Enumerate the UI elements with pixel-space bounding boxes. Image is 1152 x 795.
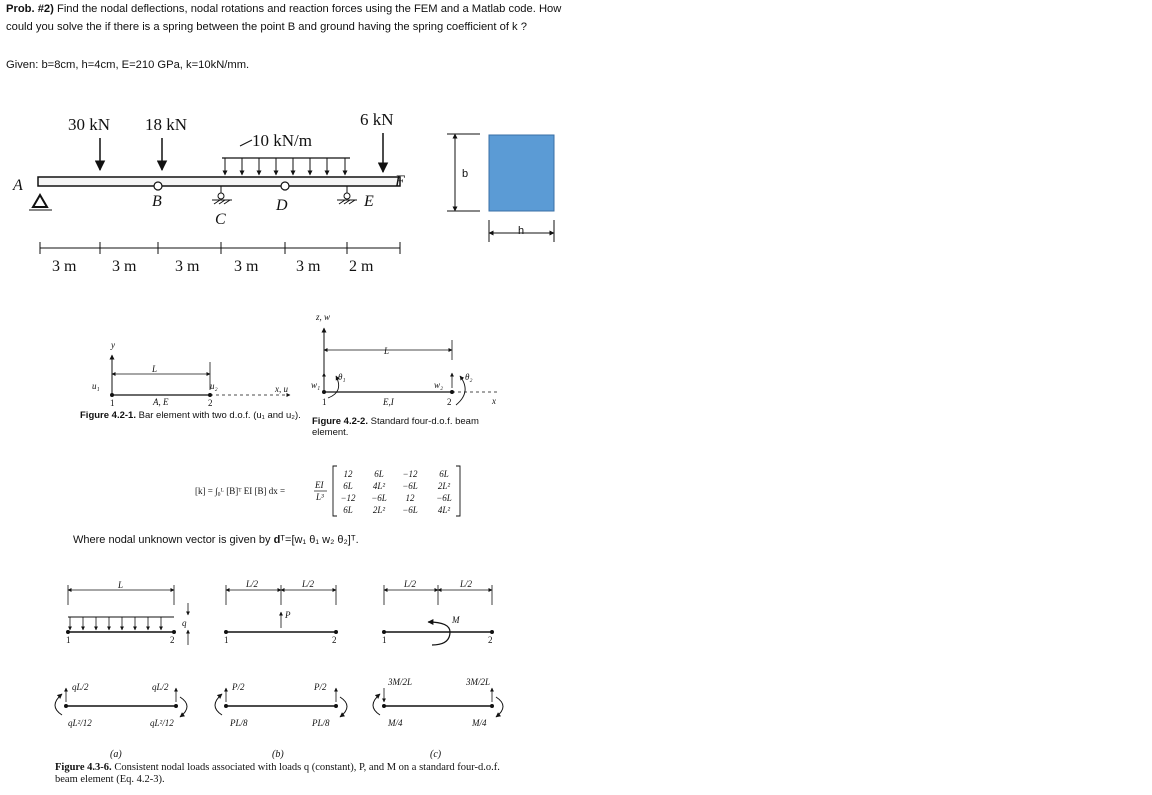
nodal-vector-text: [73, 534, 359, 546]
fig422-caption-label: Figure 4.2-2.: [312, 416, 368, 427]
fig422-caption-text: Standard four-d.o.f. beam element.: [312, 416, 479, 438]
load-18kn: 18 kN: [145, 115, 188, 134]
nodal-d: d: [273, 534, 281, 546]
axis-y: y: [111, 340, 115, 350]
k-11: 4L²: [372, 481, 386, 491]
bar-element-figure: [92, 340, 290, 408]
axis-xu: x, u: [275, 384, 288, 394]
axis-zw: z, w: [316, 312, 331, 322]
a-force-left: qL/2: [72, 682, 89, 692]
k-03: 6L: [439, 469, 449, 479]
sub-a-label: (a): [110, 749, 122, 760]
k-31: 2L²: [372, 505, 386, 515]
k-12: −6L: [402, 481, 418, 491]
b-half-1: L/2: [246, 579, 259, 589]
stiffness-factor-den: L³: [316, 492, 324, 502]
k-32: −6L: [402, 505, 418, 515]
a-node-1: 1: [66, 635, 71, 645]
fig436-caption: [55, 762, 515, 786]
c-force-left: 3M/2L: [388, 677, 413, 687]
b-force-left: P/2: [232, 682, 245, 692]
span-3: 3 m: [175, 258, 200, 275]
c-m: M: [452, 615, 460, 625]
k-13: 2L²: [437, 481, 451, 491]
k-20: −12: [340, 493, 356, 503]
problem-text: Find the nodal deflections, nodal rotations and reaction forces using the FEM and a Matlab code. How could you solve the if there is a spring between the point B and ground having the spring coefficient of k ?: [6, 3, 562, 33]
a-q: q: [182, 618, 187, 628]
k-02: −12: [402, 469, 418, 479]
a-length: L: [118, 580, 124, 590]
fig421-caption: [80, 410, 305, 421]
point-f: F: [395, 173, 405, 190]
label-u1: u₁: [92, 381, 100, 391]
consistent-load-c: [373, 579, 503, 728]
a-force-right: qL/2: [152, 682, 169, 692]
c-force-right: 3M/2L: [466, 677, 491, 687]
span-4: 3 m: [234, 258, 259, 275]
k-30: 6L: [343, 505, 353, 515]
stiffness-equation: [195, 466, 460, 516]
consistent-load-a: [55, 580, 188, 728]
a-node-2: 2: [170, 635, 175, 645]
node-1b: 1: [322, 397, 327, 407]
given-values: Given: b=8cm, h=4cm, E=210 GPa, k=10kN/mm.: [6, 59, 250, 71]
beam-element-figure: [311, 312, 498, 407]
beam-length: L: [384, 346, 390, 356]
k-10: 6L: [343, 481, 353, 491]
label-w1: w₁: [311, 380, 321, 390]
section-rectangle: [489, 135, 554, 211]
b-force-right: P/2: [314, 682, 327, 692]
node-1: 1: [110, 398, 115, 408]
pin-support-a: [33, 195, 47, 207]
c-half-2: L/2: [460, 579, 473, 589]
cross-section: [447, 134, 554, 242]
point-b: B: [152, 193, 162, 210]
k-23: −6L: [436, 493, 452, 503]
a-moment-right: qL²/12: [150, 718, 174, 728]
consistent-load-b: [215, 579, 347, 728]
load-6kn: 6 kN: [360, 110, 394, 129]
c-node-1: 1: [382, 635, 387, 645]
stiffness-factor-num: EI: [315, 480, 324, 490]
span-2: 3 m: [112, 258, 137, 275]
hinge-d: [281, 182, 289, 190]
hinge-b: [154, 182, 162, 190]
fig436-caption-text: Consistent nodal loads associated with loads q (constant), P, and M on a standard four-d.o.f. beam element (Eq. 4.2-3).: [55, 762, 500, 785]
label-w2: w₂: [434, 380, 444, 390]
sub-c-label: (c): [430, 749, 442, 760]
k-21: −6L: [371, 493, 387, 503]
dim-h: h: [518, 225, 525, 237]
nodal-rest: ᵀ=[w₁ θ₁ w₂ θ₂]ᵀ.: [280, 534, 359, 546]
c-half-1: L/2: [404, 579, 417, 589]
b-moment-right: PL/8: [312, 718, 330, 728]
a-moment-left: qL²/12: [68, 718, 92, 728]
b-node-1: 1: [224, 635, 229, 645]
span-dimension-line: [40, 242, 400, 254]
point-c: C: [215, 211, 226, 228]
point-e: E: [364, 193, 374, 210]
b-moment-left: PL/8: [230, 718, 248, 728]
b-node-2: 2: [332, 635, 337, 645]
b-p: P: [285, 610, 291, 620]
bar-length: L: [152, 364, 158, 374]
c-moment-left: M/4: [388, 718, 403, 728]
k-22: 12: [405, 493, 415, 503]
node-2: 2: [208, 398, 213, 408]
span-1: 3 m: [52, 258, 77, 275]
fig422-caption: [312, 416, 512, 438]
distributed-load-arrows: [225, 158, 345, 175]
label-ei: E,I: [383, 397, 394, 407]
label-theta1: θ₁: [338, 372, 346, 382]
label-ae: A, E: [153, 397, 169, 407]
sub-b-label: (b): [272, 749, 284, 760]
node-2b: 2: [447, 397, 452, 407]
roller-support-e: [337, 186, 357, 204]
label-u2: u₂: [210, 381, 218, 391]
stiffness-lhs: [k] = ∫₀ᴸ [B]ᵀ EI [B] dx =: [195, 486, 286, 496]
k-00: 12: [343, 469, 353, 479]
load-distributed: 10 kN/m: [252, 131, 312, 150]
problem-label: Prob. #2): [6, 3, 54, 15]
label-theta2: θ₂: [465, 372, 473, 382]
point-d: D: [276, 197, 288, 214]
axis-x: x: [492, 396, 496, 406]
dim-b: b: [462, 168, 469, 180]
point-a: A: [13, 177, 23, 194]
span-6: 2 m: [349, 258, 374, 275]
roller-support-c: [212, 186, 232, 204]
beam: [38, 177, 400, 186]
nodal-prefix: Where nodal unknown vector is given by: [73, 534, 274, 546]
b-half-2: L/2: [302, 579, 315, 589]
k-01: 6L: [374, 469, 384, 479]
c-node-2: 2: [488, 635, 493, 645]
load-30kn: 30 kN: [68, 115, 111, 134]
fig421-caption-label: Figure 4.2-1.: [80, 410, 136, 421]
fig436-caption-label: Figure 4.3-6.: [55, 762, 112, 773]
k-33: 4L²: [437, 505, 451, 515]
beam-figure: [12, 110, 405, 275]
c-moment-right: M/4: [472, 718, 487, 728]
rotation-arrow-2: [456, 376, 465, 405]
fig421-caption-text: Bar element with two d.o.f. (u₁ and u₂).: [135, 410, 301, 421]
span-5: 3 m: [296, 258, 321, 275]
